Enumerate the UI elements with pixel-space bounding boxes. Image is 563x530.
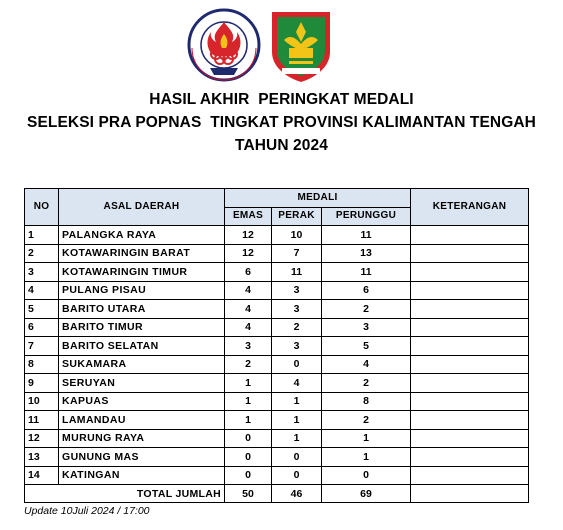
- row-no: 3: [25, 263, 59, 282]
- logo-bar: [0, 8, 563, 84]
- row-notes: [411, 300, 529, 319]
- row-bronze: 2: [322, 300, 411, 319]
- row-silver: 1: [272, 429, 322, 448]
- header-gold: EMAS: [225, 207, 272, 226]
- table-row: [25, 244, 529, 263]
- row-notes: [411, 337, 529, 356]
- row-region: PALANGKA RAYA: [59, 226, 225, 245]
- row-silver: 0: [272, 355, 322, 374]
- row-notes: [411, 429, 529, 448]
- row-notes: [411, 318, 529, 337]
- row-gold: 12: [225, 226, 272, 245]
- row-region: KOTAWARINGIN TIMUR: [59, 263, 225, 282]
- row-notes: [411, 448, 529, 467]
- update-timestamp: Update 10Juli 2024 / 17:00: [24, 505, 150, 517]
- row-silver: 3: [272, 281, 322, 300]
- total-bronze: 69: [322, 485, 411, 503]
- row-gold: 0: [225, 448, 272, 467]
- row-no: 6: [25, 318, 59, 337]
- row-no: 5: [25, 300, 59, 319]
- row-region: BARITO UTARA: [59, 300, 225, 319]
- total-label: TOTAL JUMLAH: [25, 485, 225, 503]
- row-bronze: 11: [322, 226, 411, 245]
- row-no: 7: [25, 337, 59, 356]
- header-silver: PERAK: [272, 207, 322, 226]
- row-bronze: 3: [322, 318, 411, 337]
- row-silver: 3: [272, 337, 322, 356]
- row-no: 14: [25, 466, 59, 485]
- row-gold: 3: [225, 337, 272, 356]
- header-notes: KETERANGAN: [411, 189, 529, 226]
- row-silver: 2: [272, 318, 322, 337]
- row-notes: [411, 411, 529, 430]
- row-no: 2: [25, 244, 59, 263]
- row-silver: 0: [272, 466, 322, 485]
- row-region: SERUYAN: [59, 374, 225, 393]
- row-gold: 4: [225, 318, 272, 337]
- row-notes: [411, 355, 529, 374]
- header-no: NO: [25, 189, 59, 226]
- total-notes: [411, 485, 529, 503]
- row-gold: 1: [225, 392, 272, 411]
- row-region: MURUNG RAYA: [59, 429, 225, 448]
- total-gold: 50: [225, 485, 272, 503]
- row-gold: 12: [225, 244, 272, 263]
- row-bronze: 11: [322, 263, 411, 282]
- table-row: [25, 300, 529, 319]
- row-notes: [411, 263, 529, 282]
- medal-table: [24, 188, 529, 503]
- row-notes: [411, 244, 529, 263]
- row-region: LAMANDAU: [59, 411, 225, 430]
- row-region: BARITO TIMUR: [59, 318, 225, 337]
- header-bronze: PERUNGGU: [322, 207, 411, 226]
- table-row: [25, 263, 529, 282]
- row-silver: 3: [272, 300, 322, 319]
- table-row: [25, 411, 529, 430]
- row-no: 12: [25, 429, 59, 448]
- row-gold: 1: [225, 411, 272, 430]
- row-gold: 4: [225, 281, 272, 300]
- row-silver: 1: [272, 411, 322, 430]
- row-bronze: 13: [322, 244, 411, 263]
- row-region: SUKAMARA: [59, 355, 225, 374]
- table-row: [25, 337, 529, 356]
- row-notes: [411, 466, 529, 485]
- header-medal-group: MEDALI: [225, 189, 411, 208]
- header-region: ASAL DAERAH: [59, 189, 225, 226]
- row-no: 1: [25, 226, 59, 245]
- row-no: 4: [25, 281, 59, 300]
- row-region: KAPUAS: [59, 392, 225, 411]
- table-row: [25, 392, 529, 411]
- row-bronze: 1: [322, 429, 411, 448]
- row-notes: [411, 281, 529, 300]
- row-silver: 0: [272, 448, 322, 467]
- table-row: [25, 355, 529, 374]
- row-bronze: 4: [322, 355, 411, 374]
- table-row: [25, 281, 529, 300]
- row-bronze: 5: [322, 337, 411, 356]
- row-silver: 1: [272, 392, 322, 411]
- row-bronze: 8: [322, 392, 411, 411]
- row-notes: [411, 226, 529, 245]
- row-gold: 1: [225, 374, 272, 393]
- row-region: KOTAWARINGIN BARAT: [59, 244, 225, 263]
- title-line-1: HASIL AKHIR PERINGKAT MEDALI: [149, 91, 414, 108]
- row-no: 11: [25, 411, 59, 430]
- row-region: PULANG PISAU: [59, 281, 225, 300]
- row-no: 9: [25, 374, 59, 393]
- table-row: [25, 448, 529, 467]
- row-silver: 4: [272, 374, 322, 393]
- row-silver: 7: [272, 244, 322, 263]
- table-row: [25, 226, 529, 245]
- table-row: [25, 374, 529, 393]
- medal-table-body: [25, 226, 529, 485]
- row-gold: 4: [225, 300, 272, 319]
- title-line-2: SELEKSI PRA POPNAS TINGKAT PROVINSI KALIMANTAN TENGAH: [27, 114, 536, 131]
- table-row: [25, 466, 529, 485]
- row-bronze: 0: [322, 466, 411, 485]
- row-bronze: 2: [322, 374, 411, 393]
- table-row: [25, 429, 529, 448]
- title-block: [0, 88, 563, 157]
- row-gold: 0: [225, 429, 272, 448]
- row-bronze: 2: [322, 411, 411, 430]
- row-region: KATINGAN: [59, 466, 225, 485]
- total-silver: 46: [272, 485, 322, 503]
- row-notes: [411, 374, 529, 393]
- row-region: BARITO SELATAN: [59, 337, 225, 356]
- row-gold: 0: [225, 466, 272, 485]
- row-gold: 6: [225, 263, 272, 282]
- row-no: 13: [25, 448, 59, 467]
- row-notes: [411, 392, 529, 411]
- row-bronze: 6: [322, 281, 411, 300]
- table-row: [25, 318, 529, 337]
- row-no: 8: [25, 355, 59, 374]
- row-region: GUNUNG MAS: [59, 448, 225, 467]
- row-bronze: 1: [322, 448, 411, 467]
- total-row: [25, 485, 529, 503]
- row-silver: 11: [272, 263, 322, 282]
- bapopsi-logo: [186, 8, 262, 84]
- row-gold: 2: [225, 355, 272, 374]
- row-silver: 10: [272, 226, 322, 245]
- row-no: 10: [25, 392, 59, 411]
- title-line-3: TAHUN 2024: [235, 137, 328, 154]
- kalimantan-tengah-logo: [268, 8, 334, 84]
